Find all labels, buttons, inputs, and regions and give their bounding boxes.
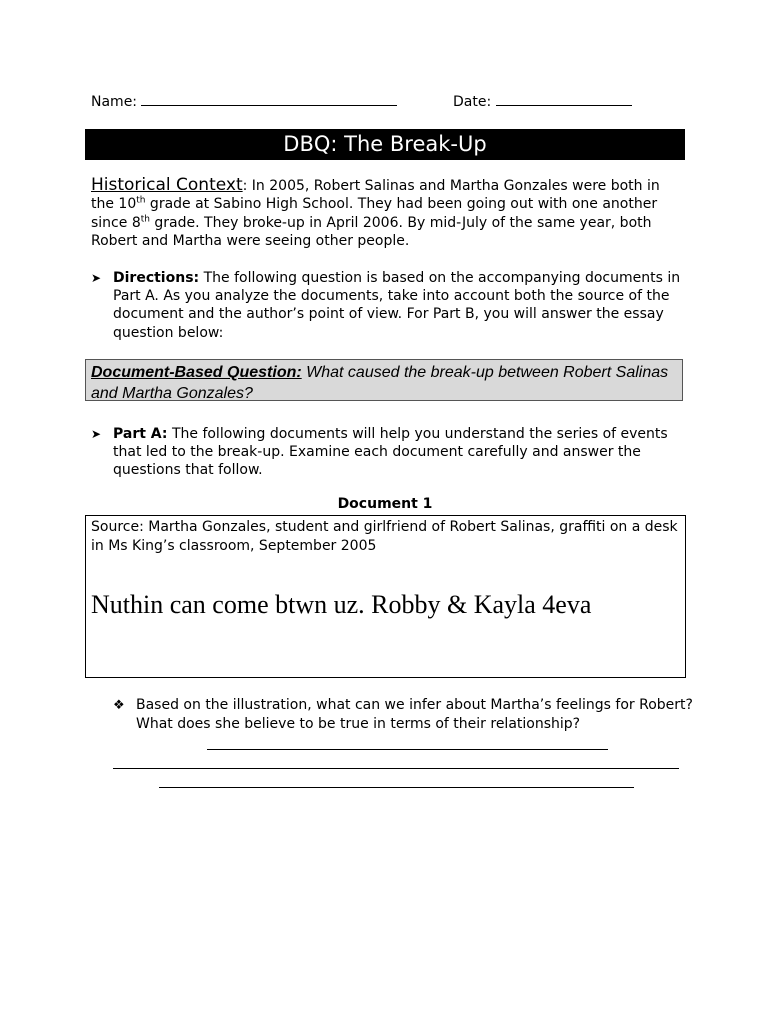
name-blank-line[interactable] xyxy=(141,93,397,106)
ordinal-superscript: th xyxy=(140,214,150,225)
document-1-box xyxy=(85,515,686,678)
name-label: Name: xyxy=(91,94,138,110)
date-blank-line[interactable] xyxy=(496,93,632,106)
dbq-label: Document-Based Question: xyxy=(91,364,302,381)
answer-line[interactable] xyxy=(207,749,608,750)
directions-bullet xyxy=(91,269,681,342)
part-a-bullet xyxy=(91,425,681,480)
arrow-bullet-icon: ➤ xyxy=(91,271,102,285)
ordinal-superscript: th xyxy=(136,195,146,206)
historical-context-label: Historical Context xyxy=(91,175,243,195)
directions-text: The following question is based on the accompanying documents in Part A. As you analyze the documents, take into account both the source of the document and the author’s point of view. For Part B, you will answer the essay question below: xyxy=(113,270,681,341)
document-based-question-box xyxy=(85,359,683,401)
answer-line[interactable] xyxy=(113,768,679,769)
arrow-bullet-icon: ➤ xyxy=(91,427,102,441)
question-1-text: Based on the illustration, what can we infer about Martha’s feelings for Robert? What does she believe to be true in terms of their relationship? xyxy=(136,697,693,732)
historical-context-text-3: grade. They broke-up in April 2006. By mid-July of the same year, both Robert and Martha were seeing other people. xyxy=(91,214,652,250)
historical-context xyxy=(91,176,685,251)
diamond-bullet-icon: ❖ xyxy=(113,698,125,713)
document-1-graffiti: Nuthin can come btwn uz. Robby & Kayla 4eva xyxy=(91,590,592,619)
dbq-text: What caused the break-up between Robert Salinas and Martha Gonzales? xyxy=(91,364,669,402)
name-field[interactable] xyxy=(91,92,397,112)
date-label: Date: xyxy=(453,94,492,110)
question-1 xyxy=(113,696,693,734)
page-title: DBQ: The Break-Up xyxy=(85,129,685,160)
part-a-label: Part A: xyxy=(113,426,168,442)
historical-context-text-2: grade at Sabino High School. They had been going out with one another since 8 xyxy=(91,196,658,231)
date-field[interactable] xyxy=(453,92,632,112)
directions-label: Directions: xyxy=(113,270,200,286)
historical-context-text-1: : In 2005, Robert Salinas and Martha Gonzales were both in the 10 xyxy=(91,178,660,213)
document-1-heading: Document 1 xyxy=(337,496,433,512)
answer-line[interactable] xyxy=(159,787,634,788)
document-1-source: Source: Martha Gonzales, student and girlfriend of Robert Salinas, graffiti on a desk in Ms King’s classroom, September 2005 xyxy=(91,519,678,554)
part-a-text: The following documents will help you understand the series of events that led to the break-up. Examine each document carefully and answer the questions that follow. xyxy=(113,426,668,479)
